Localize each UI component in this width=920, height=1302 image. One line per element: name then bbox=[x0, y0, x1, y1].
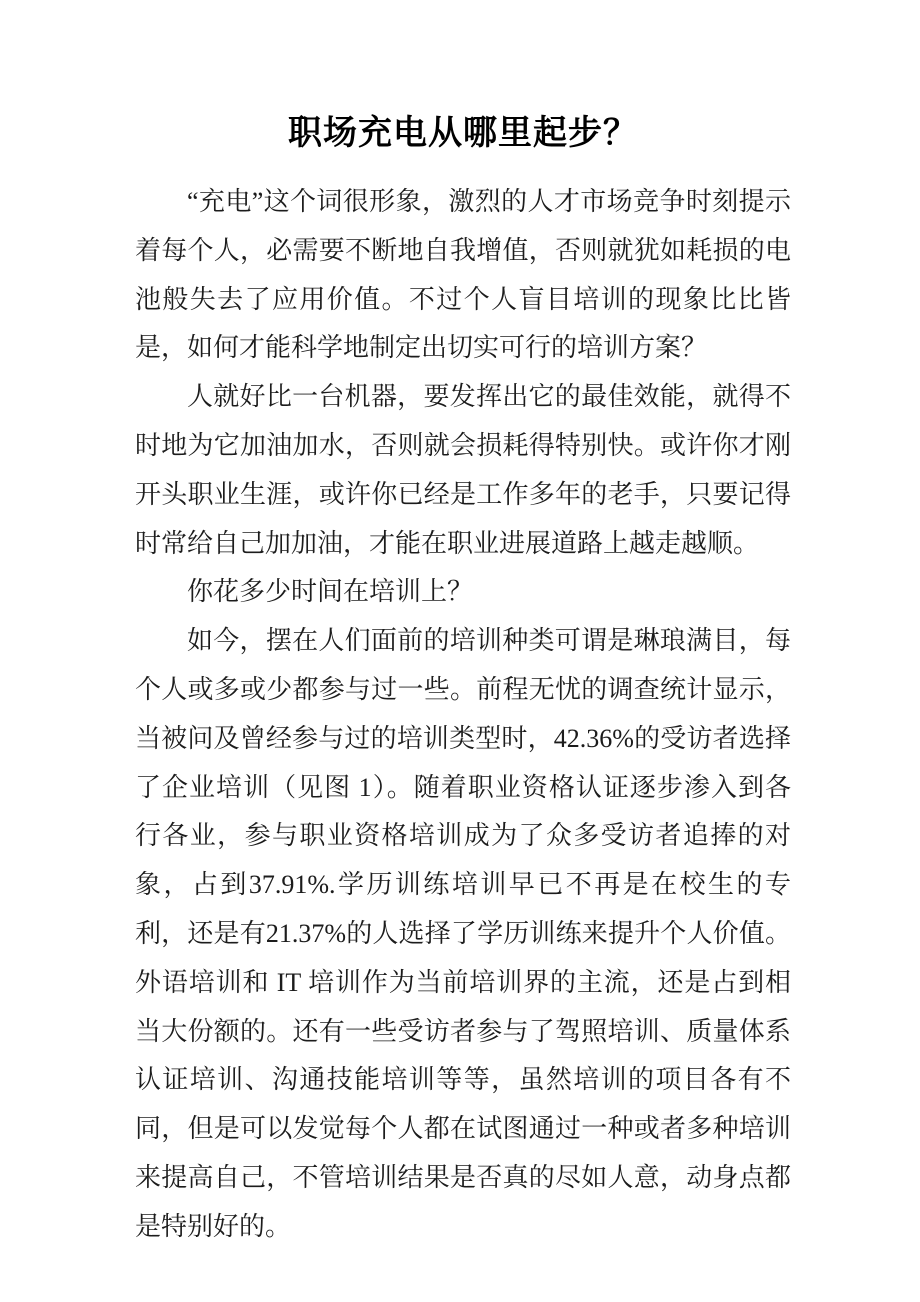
document-body bbox=[135, 108, 791, 1252]
paragraph-intro: “充电”这个词很形象，激烈的人才市场竞争时刻提示着每个人，必需要不断地自我增值，否则就犹如耗损的电池般失去了应用价值。不过个人盲目培训的现象比比皆是，如何才能科学地制定出切实可行的培训方案？ bbox=[135, 187, 791, 363]
paragraph-survey-stats: 如今，摆在人们面前的培训种类可谓是琳琅满目，每个人或多或少都参与过一些。前程无忧的调查统计显示，当被问及曾经参与过的培训类型时，42.36%的受访者选择了企业培训（见图 1）。随着职业资格认证逐步渗入到各行各业，参与职业资格培训成为了众多受访者追捧的对象，占到37.91%.学历训练培训早已不再是在校生的专利，还是有21.37%的人选择了学历训练来提升个人价值。外语培训和 IT 培训作为当前培训界的主流，还是占到相当大份额的。还有一些受访者参与了驾照培训、质量体系认证培训、沟通技能培训等等，虽然培训的项目各有不同，但是可以发觉每个人都在试图通过一种或者多种培训来提高自己，不管培训结果是否真的尽如人意，动身点都是特别好的。 bbox=[135, 626, 791, 1241]
document-title: 职场充电从哪里起步？ bbox=[288, 113, 638, 153]
paragraph-machine-analogy: 人就好比一台机器，要发挥出它的最佳效能，就得不时地为它加油加水，否则就会损耗得特别快。或许你才刚开头职业生涯，或许你已经是工作多年的老手，只要记得时常给自己加加油，才能在职业进展道路上越走越顺。 bbox=[135, 382, 791, 558]
paragraph-question: 你花多少时间在培训上？ bbox=[187, 577, 474, 607]
